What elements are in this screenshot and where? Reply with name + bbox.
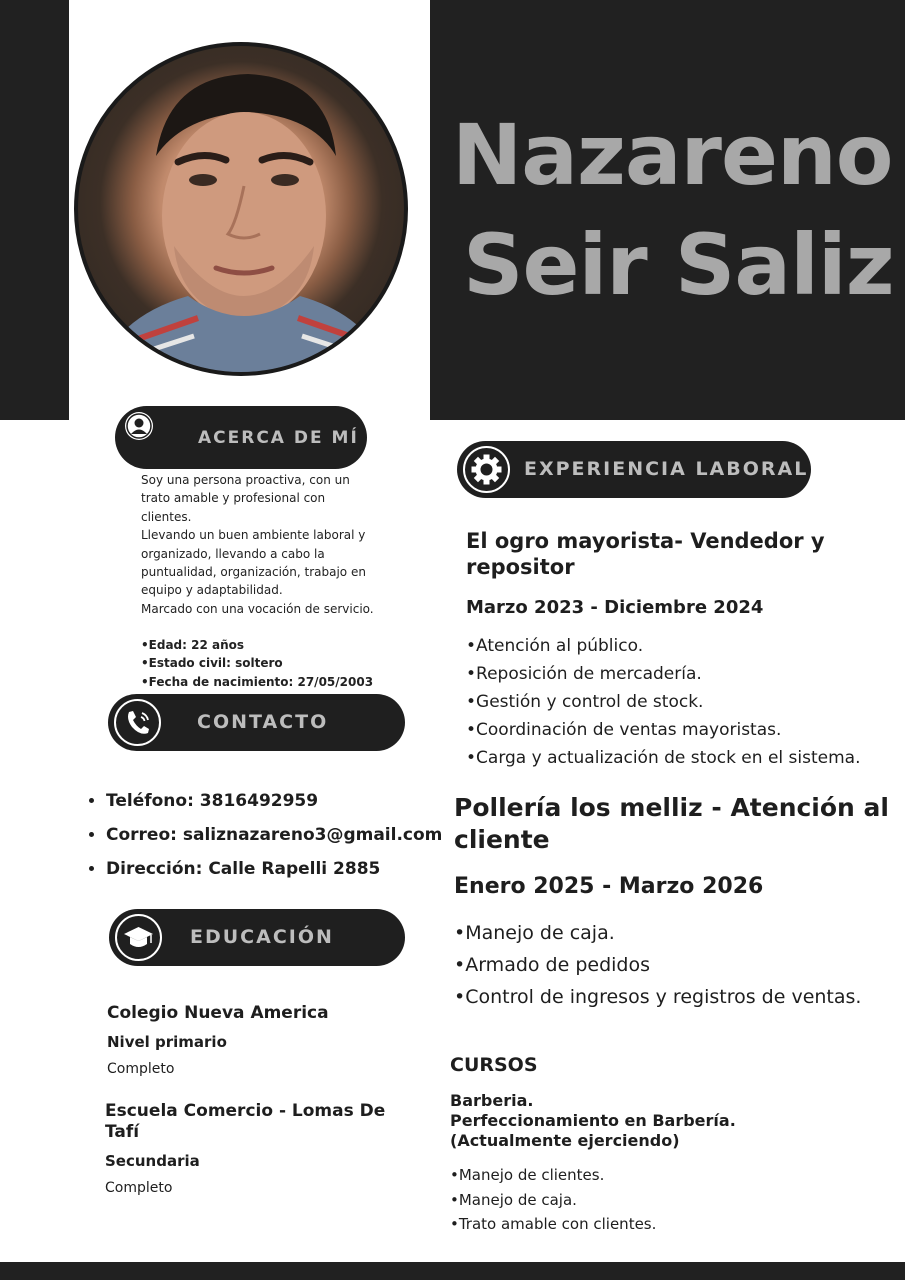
fact-age: •Edad: 22 años: [141, 638, 245, 652]
education-heading-pill: [109, 909, 405, 966]
job-task: •Coordinación de ventas mayoristas.: [466, 720, 782, 740]
about-line: puntualidad, organización, trabajo en: [141, 565, 366, 580]
education-heading: EDUCACIÓN: [190, 926, 334, 948]
job-tasks: [454, 917, 894, 1013]
contact-phone: • Teléfono: 3816492959: [106, 784, 442, 818]
school-status: Completo: [107, 1061, 175, 1077]
contact-heading-pill: [108, 694, 405, 751]
gear-icon: [463, 446, 510, 493]
user-icon: [125, 412, 153, 440]
fact-birth-date: •Fecha de nacimiento: 27/05/2003: [141, 674, 374, 689]
profile-photo: [74, 42, 408, 376]
school-name: Colegio Nueva America: [107, 1003, 329, 1023]
graduation-cap-icon: [115, 914, 162, 961]
job-title: Pollería los melliz - Atención al cliente: [454, 793, 889, 854]
about-line: equipo y adaptabilidad.: [141, 583, 283, 598]
course-title-line: (Actualmente ejerciendo): [450, 1131, 680, 1150]
name-line-1: Nazareno: [452, 106, 893, 204]
job-tasks: [466, 632, 886, 772]
school-level: Nivel primario: [107, 1033, 227, 1051]
about-line: clientes.: [141, 509, 192, 524]
about-line: trato amable y profesional con: [141, 491, 326, 506]
about-line: organizado, llevando a cabo la: [141, 546, 325, 561]
job-dates: Marzo 2023 - Diciembre 2024: [466, 597, 764, 618]
course-task: •Manejo de caja.: [450, 1190, 577, 1209]
contact-email: • Correo: saliznazareno3@gmail.com: [106, 818, 442, 852]
experience-heading: EXPERIENCIA LABORAL: [524, 458, 809, 480]
about-line: Marcado con una vocación de servicio.: [141, 601, 374, 616]
school-level: Secundaria: [105, 1152, 200, 1170]
job-title: El ogro mayorista- Vendedor y repositor: [466, 529, 825, 579]
courses-section: [450, 1054, 890, 1237]
contact-address: • Dirección: Calle Rapelli 2885: [106, 852, 442, 886]
about-line: Soy una persona proactiva, con un: [141, 473, 350, 487]
experience-heading-pill: [457, 441, 811, 498]
about-line: Llevando un buen ambiente laboral y: [141, 528, 366, 543]
job-task: •Atención al público.: [466, 636, 644, 656]
footer-bar: [0, 1262, 905, 1280]
course-task: •Trato amable con clientes.: [450, 1215, 657, 1233]
course-title-line: Barberia.: [450, 1091, 534, 1110]
job-task: •Carga y actualización de stock en el sistema.: [466, 748, 861, 768]
school-1: [107, 1002, 407, 1077]
job-2: [454, 792, 894, 1013]
contact-heading: CONTACTO: [197, 711, 329, 733]
course-task: •Manejo de clientes.: [450, 1166, 605, 1184]
job-dates: Enero 2025 - Marzo 2026: [454, 874, 764, 899]
left-dark-band: [0, 0, 69, 420]
contact-list: [104, 784, 442, 886]
school-name: Escuela Comercio - Lomas De Tafí: [105, 1101, 386, 1142]
about-facts: [141, 636, 401, 691]
course-title: [450, 1091, 890, 1151]
about-heading-pill: [115, 406, 367, 469]
about-text: [141, 471, 381, 618]
job-task: •Reposición de mercadería.: [466, 664, 702, 684]
name-line-2: Seir Saliz: [463, 216, 894, 314]
courses-heading: CURSOS: [450, 1054, 538, 1076]
job-task: •Manejo de caja.: [454, 922, 615, 944]
about-heading: ACERCA DE MÍ: [198, 428, 359, 448]
course-title-line: Perfeccionamiento en Barbería.: [450, 1111, 736, 1130]
job-task: •Armado de pedidos: [454, 954, 651, 976]
job-task: •Control de ingresos y registros de ventas.: [454, 986, 862, 1008]
course-tasks: [450, 1163, 890, 1237]
portrait-illustration: [78, 46, 404, 372]
fact-civil-status: •Estado civil: soltero: [141, 656, 283, 671]
phone-icon: [114, 699, 161, 746]
school-2: [105, 1101, 405, 1196]
school-status: Completo: [105, 1180, 173, 1196]
job-1: [466, 528, 886, 772]
job-task: •Gestión y control de stock.: [466, 692, 704, 712]
